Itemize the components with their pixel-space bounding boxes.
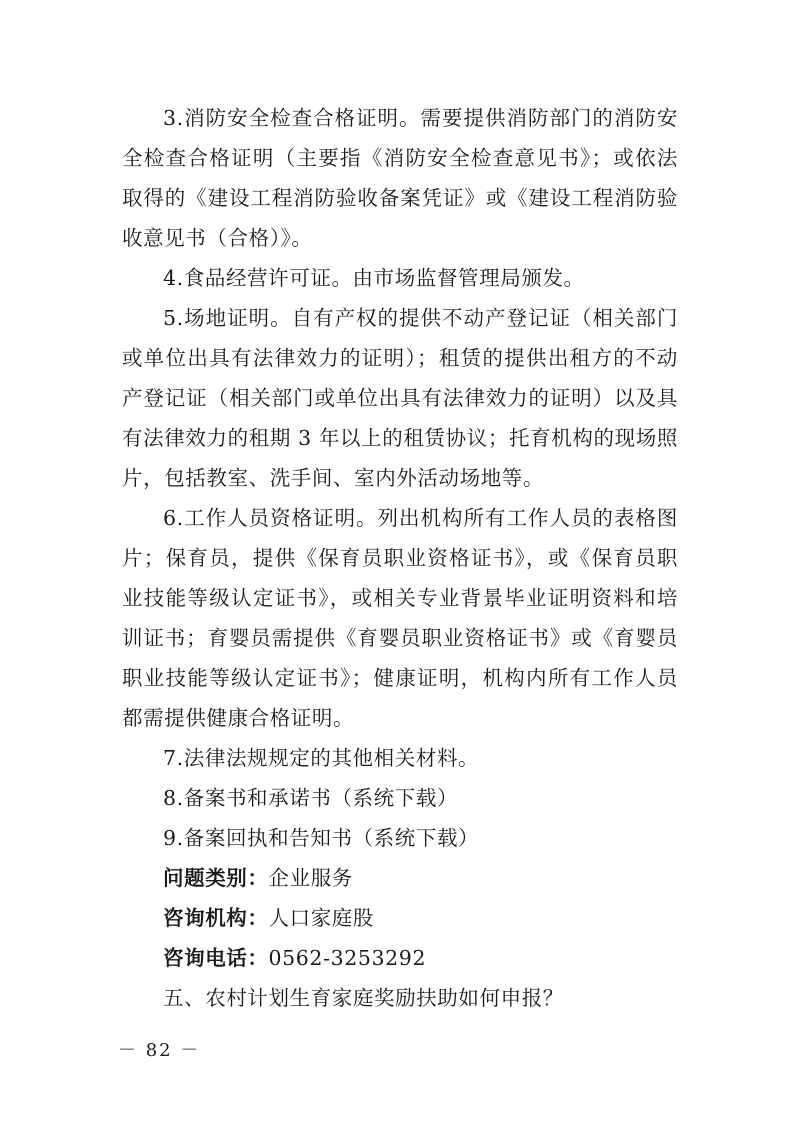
info-category-row: [122, 858, 678, 898]
info-phone-value: 0562-3253292: [268, 946, 427, 970]
info-agency-row: [122, 898, 678, 938]
item-filing-receipt: 9.备案回执和告知书（系统下载）: [163, 826, 480, 850]
document-body: [122, 98, 678, 1018]
item-other-materials: 7.法律法规规定的其他相关材料。: [163, 746, 480, 770]
item-site-certificate: 5.场地证明。自有产权的提供不动产登记证（相关部门或单位出具有法律效力的证明）；租赁的提供出租方的不动产登记证（相关部门或单位出具有法律效力的证明）以及具有法律效力的租期 3 年以上的租赁协议；托育机构的现场照片，包括教室、洗手间、室内外活动场地等。: [122, 306, 678, 490]
info-category-label: 问题类别：: [163, 866, 269, 890]
info-phone-label: 咨询电话：: [163, 946, 269, 970]
section-heading: 五、农村计划生育家庭奖励扶助如何申报？: [163, 986, 564, 1010]
info-agency-label: 咨询机构：: [163, 906, 269, 930]
info-agency-value: 人口家庭股: [268, 906, 374, 930]
item-fire-safety-certificate: 3.消防安全检查合格证明。需要提供消防部门的消防安全检查合格证明（主要指《消防安全检查意见书》；或依法取得的《建设工程消防验收备案凭证》或《建设工程消防验收意见书（合格）》。: [122, 106, 678, 250]
info-category-value: 企业服务: [268, 866, 353, 890]
page-number: － 82 －: [118, 1040, 201, 1061]
item-filing-commitment: 8.备案书和承诺书（系统下载）: [163, 786, 459, 810]
info-phone-row: [122, 938, 678, 978]
item-food-license: 4.食品经营许可证。由市场监督管理局颁发。: [163, 266, 585, 290]
item-staff-qualification: 6.工作人员资格证明。列出机构所有工作人员的表格图片；保育员，提供《保育员职业资格证书》，或《保育员职业技能等级认定证书》，或相关专业背景毕业证明资料和培训证书；育婴员需提供《育婴员职业资格证书》或《育婴员职业技能等级认定证书》；健康证明，机构内所有工作人员都需提供健康合格证明。: [122, 506, 678, 730]
